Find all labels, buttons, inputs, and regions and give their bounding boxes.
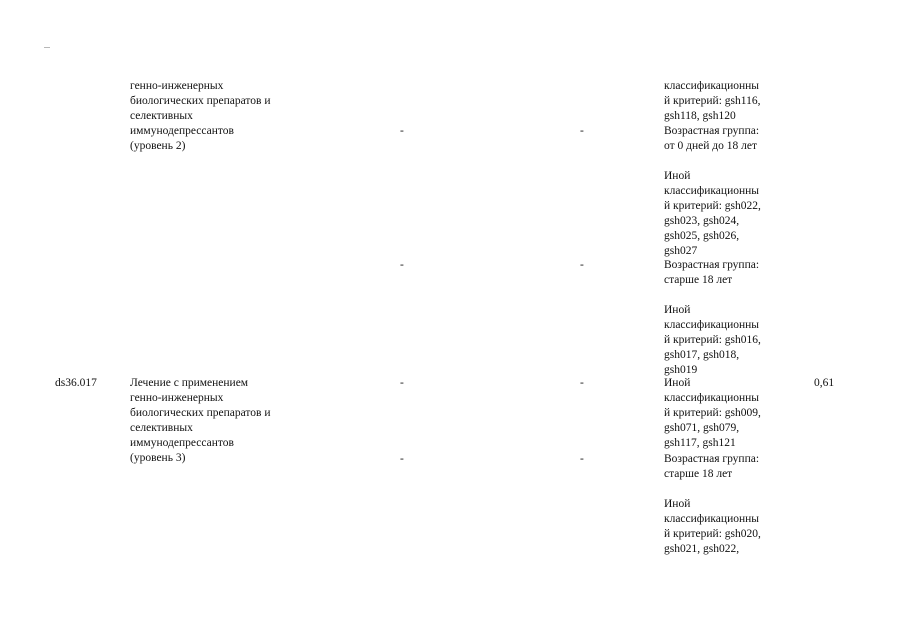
name-line: генно-инженерных bbox=[130, 80, 224, 92]
name-line: Лечение с применением bbox=[130, 377, 249, 389]
criteria-line: gsh021, gsh022, bbox=[664, 543, 740, 555]
criteria-line: Иной bbox=[664, 170, 691, 182]
col3-dash: - bbox=[400, 125, 404, 137]
name-line: биологических препаратов и bbox=[130, 95, 271, 107]
criteria-line: Возрастная группа: bbox=[664, 453, 760, 465]
name-line: селективных bbox=[130, 110, 193, 122]
criteria-line: gsh025, gsh026, bbox=[664, 230, 740, 242]
name-line: генно-инженерных bbox=[130, 392, 224, 404]
criteria-line: классификационны bbox=[664, 80, 760, 92]
col4-dash: - bbox=[580, 377, 584, 389]
criteria-line: gsh118, gsh120 bbox=[664, 110, 736, 122]
name-line: (уровень 2) bbox=[130, 140, 186, 152]
criteria-line: Иной bbox=[664, 498, 691, 510]
criteria-line: й критерий: gsh009, bbox=[664, 407, 761, 419]
criteria-line: gsh117, gsh121 bbox=[664, 437, 736, 449]
criteria-cell bbox=[664, 376, 761, 451]
col3-dash: - bbox=[400, 377, 404, 389]
criteria-line: gsh027 bbox=[664, 245, 698, 257]
col3-dash: - bbox=[400, 259, 404, 271]
name-line: иммунодепрессантов bbox=[130, 437, 234, 449]
criteria-cell bbox=[664, 258, 761, 378]
criteria-line: классификационны bbox=[664, 185, 760, 197]
service-name-level-2 bbox=[130, 79, 271, 154]
criteria-line: й критерий: gsh016, bbox=[664, 334, 761, 346]
col4-dash: - bbox=[580, 453, 584, 465]
criteria-line: gsh071, gsh079, bbox=[664, 422, 740, 434]
criteria-line: gsh019 bbox=[664, 364, 698, 376]
criteria-line: Возрастная группа: bbox=[664, 259, 760, 271]
col4-dash: - bbox=[580, 259, 584, 271]
criteria-line: й критерий: gsh020, bbox=[664, 528, 761, 540]
criteria-line bbox=[664, 288, 761, 303]
coefficient-value: 0,61 bbox=[814, 377, 835, 389]
criteria-cell bbox=[664, 79, 761, 259]
service-name-level-3 bbox=[130, 376, 271, 466]
criteria-line: классификационны bbox=[664, 513, 760, 525]
criteria-line: Возрастная группа: bbox=[664, 125, 760, 137]
criteria-line bbox=[664, 482, 761, 497]
name-line: (уровень 3) bbox=[130, 452, 186, 464]
criteria-line: старше 18 лет bbox=[664, 468, 733, 480]
criteria-line: классификационны bbox=[664, 319, 760, 331]
name-line: селективных bbox=[130, 422, 193, 434]
criteria-line: старше 18 лет bbox=[664, 274, 733, 286]
criteria-line: Иной bbox=[664, 304, 691, 316]
criteria-line: классификационны bbox=[664, 392, 760, 404]
criteria-line: Иной bbox=[664, 377, 691, 389]
criteria-line: gsh017, gsh018, bbox=[664, 349, 740, 361]
name-line: иммунодепрессантов bbox=[130, 125, 234, 137]
service-code: ds36.017 bbox=[55, 377, 97, 389]
criteria-line: й критерий: gsh116, bbox=[664, 95, 761, 107]
page-corner-mark: ... bbox=[44, 41, 50, 50]
criteria-cell bbox=[664, 452, 761, 557]
name-line: биологических препаратов и bbox=[130, 407, 271, 419]
criteria-line: gsh023, gsh024, bbox=[664, 215, 740, 227]
col3-dash: - bbox=[400, 453, 404, 465]
col4-dash: - bbox=[580, 125, 584, 137]
criteria-line: й критерий: gsh022, bbox=[664, 200, 761, 212]
criteria-line bbox=[664, 154, 761, 169]
criteria-line: от 0 дней до 18 лет bbox=[664, 140, 757, 152]
